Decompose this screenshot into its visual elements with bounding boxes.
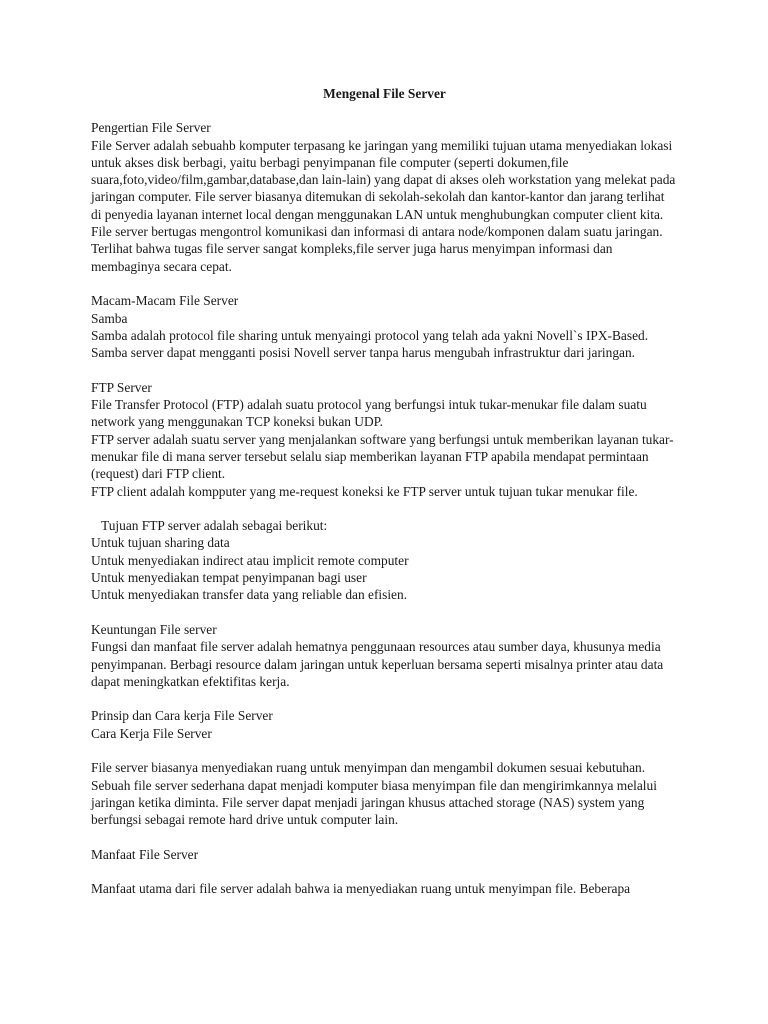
document-body — [91, 119, 678, 897]
paragraph: Untuk menyediakan tempat penyimpanan bagi user — [91, 570, 367, 586]
paragraph-spacer — [91, 275, 678, 292]
paragraph-spacer — [91, 742, 678, 759]
paragraph: FTP client adalah kompputer yang me-request koneksi ke FTP server untuk tujuan tukar menukar file. — [91, 483, 638, 499]
paragraph-spacer — [91, 604, 678, 621]
paragraph: Samba — [91, 310, 128, 326]
paragraph: FTP server adalah suatu server yang menjalankan software yang berfungsi untuk memberikan layanan tukar-menukar file di mana server tersebut selalu siap memberikan layanan FTP apabila mendapat permintaan (request) dari FTP client. — [91, 431, 674, 482]
paragraph: Untuk menyediakan indirect atau implicit remote computer — [91, 552, 409, 568]
paragraph: File Server adalah sebuahb komputer terpasang ke jaringan yang memiliki tujuan utama menyediakan lokasi untuk akses disk berbagi, yaitu berbagi penyimpanan file computer (seperti dokumen,file suara,foto,video/film,gambar,database,dan lain-lain) yang dapat di akses oleh workstation yang melekat pada jaringan computer. File server biasanya ditemukan di sekolah-sekolah dan kantor-kantor dan jarang terlihat di penyedia layanan internet local dengan menggunakan LAN untuk menghubungkan computer client kita. File server bertugas mengontrol komunikasi dan informasi di antara node/komponen dalam suatu jaringan. Terlihat bahwa tugas file server sangat kompleks,file server juga harus menyimpan informasi dan membaginya secara cepat. — [91, 137, 676, 274]
paragraph: Tujuan FTP server adalah sebagai berikut: — [101, 518, 328, 534]
paragraph-spacer — [91, 690, 678, 707]
paragraph-spacer — [91, 828, 678, 845]
paragraph: Untuk menyediakan transfer data yang reliable dan efisien. — [91, 587, 408, 603]
paragraph-spacer — [91, 863, 678, 880]
paragraph: FTP Server — [91, 379, 152, 395]
paragraph: Untuk tujuan sharing data — [91, 535, 230, 551]
paragraph: Cara Kerja File Server — [91, 725, 212, 741]
paragraph: Manfaat File Server — [91, 846, 199, 862]
paragraph: Manfaat utama dari file server adalah bahwa ia menyediakan ruang untuk menyimpan file. Beberapa — [91, 881, 631, 897]
paragraph: File server biasanya menyediakan ruang untuk menyimpan dan mengambil dokumen sesuai kebutuhan. Sebuah file server sederhana dapat menjadi komputer biasa menyimpan file dan mengirimkannya melalui jaringan ketika diminta. File server dapat menjadi jaringan khusus attached storage (NAS) system yang berfungsi sebagai remote hard drive untuk computer lain. — [91, 760, 657, 828]
paragraph: Prinsip dan Cara kerja File Server — [91, 708, 273, 724]
paragraph-spacer — [91, 500, 678, 517]
paragraph-spacer — [91, 361, 678, 378]
paragraph: Fungsi dan manfaat file server adalah hematnya penggunaan resources atau sumber daya, khusunya media penyimpanan. Berbagi resource dalam jaringan untuk keperluan bersama seperti misalnya printer atau data dapat meningkatkan efektifitas kerja. — [91, 639, 664, 689]
paragraph: Keuntungan File server — [91, 621, 217, 637]
paragraph: Samba adalah protocol file sharing untuk menyaingi protocol yang telah ada yakni Novell`s IPX-Based. Samba server dapat mengganti posisi Novell server tanpa harus mengubah infrastruktur dari jaringan. — [91, 327, 649, 361]
paragraph: Macam-Macam File Server — [91, 293, 239, 309]
document-title: Mengenal File Server — [323, 86, 446, 101]
paragraph: Pengertian File Server — [91, 120, 211, 136]
paragraph: File Transfer Protocol (FTP) adalah suatu protocol yang berfungsi intuk tukar-menukar file dalam suatu network yang menggunakan TCP koneksi bukan UDP. — [91, 397, 647, 430]
